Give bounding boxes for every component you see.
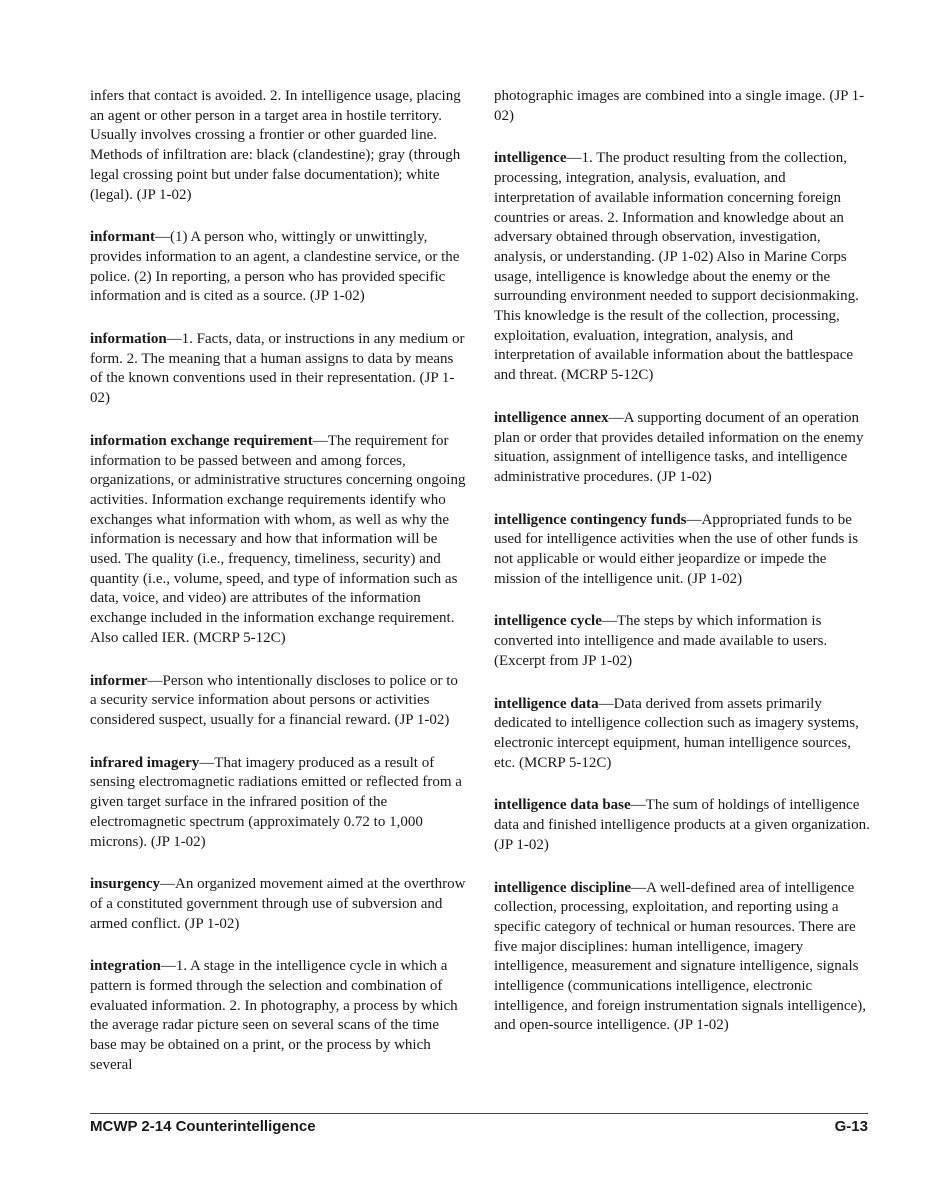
entry-term: intelligence [494,150,567,167]
entry-definition: —The requirement for information to be passed between and among forces, organizations, or administrative structures concerning ongoing activities. Information exchange requirements identify who exchanges what information with whom, as well as why the information is necessary and how that information will be used. The quality (i.e., frequency, timeliness, security) and quantity (i.e., volume, speed, and type of information such as data, voice, and video) are attributes of the information exchange included in the information exchange requirement. Also called IER. (MCRP 5-12C) [90,432,466,646]
entry-definition: —1. A stage in the intelligence cycle in which a pattern is formed through the selection and combination of evaluated information. 2. In photography, a process by which the average radar picture seen on several scans of the time base may be obtained on a print, or the process by which several [90,958,458,1073]
entry-definition: infers that contact is avoided. 2. In intelligence usage, placing an agent or other person in a target area in hostile territory. Usually involves crossing a frontier or other guarded line. Methods of infiltration are: black (clandestine); gray (through legal crossing point but under false documentation); white (legal). (JP 1-02) [90,88,461,203]
glossary-entry [90,87,466,205]
entry-term: infrared imagery [90,754,200,771]
right-column [494,87,870,1059]
glossary-entry [494,149,870,385]
glossary-entry [494,695,870,774]
glossary-entry [494,87,870,126]
entry-term: intelligence data [494,695,599,712]
page-number: G-13 [834,1118,868,1135]
entry-term: informer [90,672,148,689]
glossary-entry [494,511,870,590]
left-column [90,87,466,1099]
glossary-entry [90,754,466,853]
entry-term: integration [90,958,161,975]
glossary-entry [90,672,466,731]
entry-definition: —A supporting document of an operation plan or order that provides detailed information on the enemy situation, assignment of intelligence tasks, and intelligence administrative procedures. (JP 1-02) [494,409,864,485]
footer-title: MCWP 2-14 Counterintelligence [90,1118,316,1135]
glossary-entry [494,612,870,671]
entry-definition: —The sum of holdings of intelligence data and finished intelligence products at a given organization. (JP 1-02) [494,797,870,853]
entry-definition: —Appropriated funds to be used for intelligence activities when the use of other funds is not applicable or would either jeopardize or impede the mission of the intelligence unit. (JP 1-02) [494,511,859,587]
glossary-entry [90,875,466,934]
footer-divider [90,1113,868,1114]
entry-definition: —The steps by which information is converted into intelligence and made available to users. (Excerpt from JP 1-02) [494,613,828,669]
entry-definition: —An organized movement aimed at the overthrow of a constituted government through use of subversion and armed conflict. (JP 1-02) [90,876,466,932]
entry-definition: —(1) A person who, wittingly or unwittingly, provides information to an agent, a clandestine service, or the police. (2) In reporting, a person who has provided specific information and is cited as a source. (JP 1-02) [90,229,460,305]
glossary-entry [90,330,466,409]
entry-definition: —A well-defined area of intelligence collection, processing, exploitation, and reporting using a specific category of technical or human resources. There are five major disciplines: human intelligence, imagery intelligence, measurement and signature intelligence, signals intelligence (communications intelligence, electronic intelligence, and foreign instrumentation signals intelligence), and open-source intelligence. (JP 1-02) [494,879,866,1034]
glossary-entry [494,409,870,488]
entry-definition: photographic images are combined into a single image. (JP 1-02) [494,88,865,124]
glossary-entry [90,432,466,649]
entry-definition: —1. Facts, data, or instructions in any medium or form. 2. The meaning that a human assigns to data by means of the known conventions used in their representation. (JP 1-02) [90,331,465,407]
entry-term: insurgency [90,876,161,893]
entry-definition: —Person who intentionally discloses to police or to a security service information about persons or activities considered suspect, usually for a financial reward. (JP 1-02) [90,672,458,728]
entry-term: information exchange requirement [90,432,313,449]
entry-definition: —1. The product resulting from the collection, processing, integration, analysis, evaluation, and interpretation of available information concerning foreign countries or areas. 2. Information and knowledge about an adversary obtained through observation, investigation, analysis, or understanding. (JP 1-02) Also in Marine Corps usage, intelligence is knowledge about the enemy or the surrounding environment needed to support decisionmaking. This knowledge is the result of the collection, processing, exploitation, evaluation, integration, analysis, and interpretation of available information about the battlespace and threat. (MCRP 5-12C) [494,150,859,384]
glossary-entry [90,228,466,307]
entry-term: informant [90,229,155,246]
glossary-entry [494,796,870,855]
entry-term: information [90,331,167,348]
entry-term: intelligence contingency funds [494,511,687,528]
glossary-entry [90,957,466,1075]
entry-definition: —That imagery produced as a result of sensing electromagnetic radiations emitted or reflected from a given target surface in the infrared position of the electromagnetic spectrum (approximately 0.72 to 1,000 microns). (JP 1-02) [90,754,462,850]
entry-term: intelligence cycle [494,613,602,630]
entry-definition: —Data derived from assets primarily dedicated to intelligence collection such as imagery systems, electronic intercept equipment, human intelligence sources, etc. (MCRP 5-12C) [494,695,859,771]
entry-term: intelligence annex [494,409,609,426]
entry-term: intelligence data base [494,797,631,814]
glossary-entry [494,879,870,1037]
entry-term: intelligence discipline [494,879,632,896]
